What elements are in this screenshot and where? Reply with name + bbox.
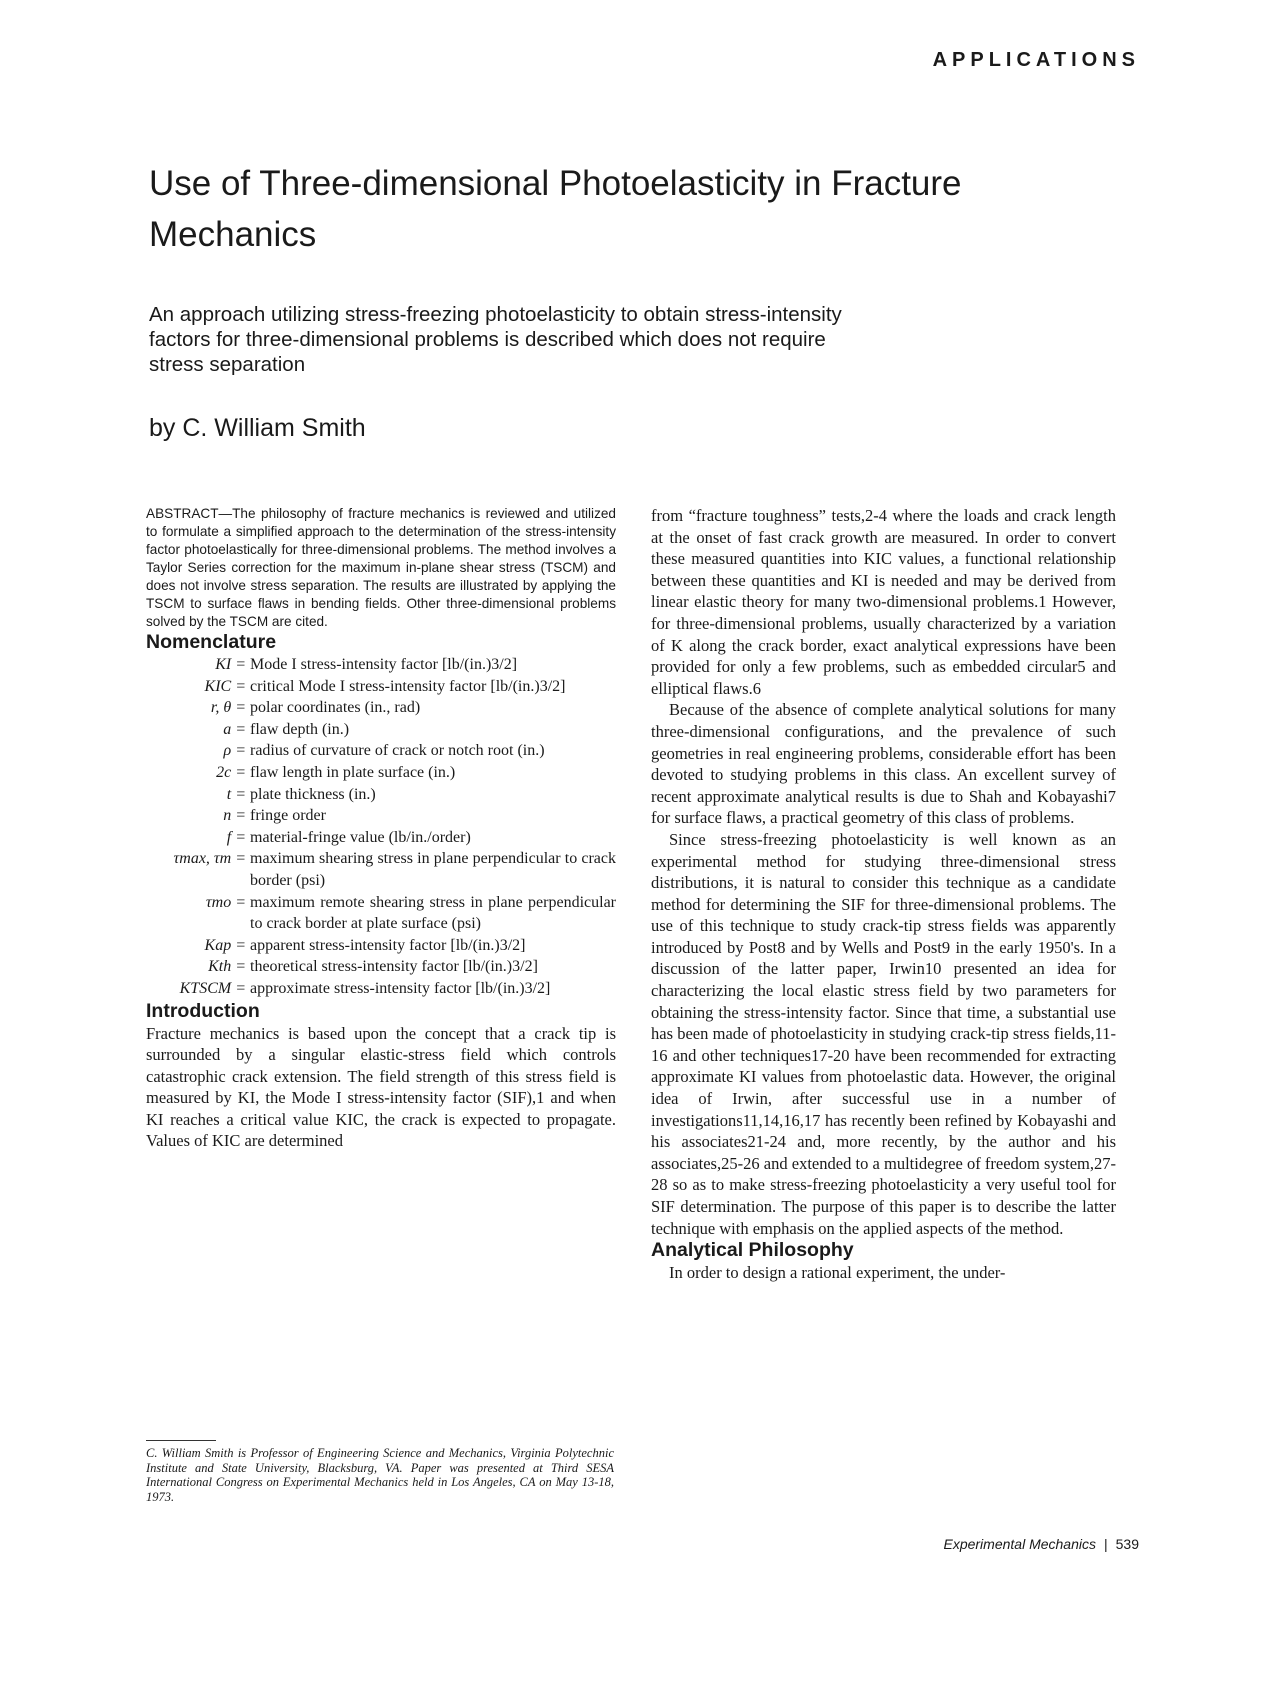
introduction-paragraph: Fracture mechanics is based upon the concept that a crack tip is surrounded by a singular elastic-stress field which controls catastrophic crack extension. The field strength of this stress field is measured by KI, the Mode I stress-intensity factor (SIF),1 and when KI reaches a critical value KIC, the crack is expected to propagate. Values of KIC are determined xyxy=(146,1023,616,1151)
nomenclature-definition: flaw depth (in.) xyxy=(250,720,350,738)
page-number: 539 xyxy=(1115,1536,1139,1552)
abstract: ABSTRACT—The philosophy of fracture mechanics is reviewed and utilized to formulate a simplified approach to the determination of the stress-intensity factor photoelastically for three-dimensional problems. The method involves a Taylor Series correction for the maximum in-plane shear stress (TSCM) and does not involve stress separation. The results are illustrated by applying the TSCM to surface flaws in bending fields. Other three-dimensional problems solved by the TSCM are cited. xyxy=(146,506,616,629)
nomenclature-symbol: r, θ = xyxy=(210,699,246,717)
nomenclature-item xyxy=(146,784,616,806)
nomenclature-item xyxy=(146,935,616,957)
nomenclature-symbol: Kth = xyxy=(208,958,246,976)
article-subtitle: An approach utilizing stress-freezing photoelasticity to obtain stress-intensity factors for three-dimensional problems is described which does not require stress separation xyxy=(149,303,842,376)
nomenclature-symbol: KTSCM = xyxy=(179,979,246,997)
nomenclature-definition: fringe order xyxy=(250,807,326,825)
analytical-philosophy-heading: Analytical Philosophy xyxy=(651,1239,854,1262)
nomenclature-definition: polar coordinates (in., rad) xyxy=(250,699,421,717)
nomenclature-item xyxy=(146,827,616,849)
nomenclature-symbol: n = xyxy=(223,807,246,825)
nomenclature-item xyxy=(146,848,616,891)
footnote-rule xyxy=(146,1440,216,1441)
body-paragraph: In order to design a rational experiment, the under- xyxy=(669,1263,1006,1283)
nomenclature-item xyxy=(146,762,616,784)
nomenclature-item xyxy=(146,956,616,978)
nomenclature-symbol: Kap = xyxy=(204,936,246,954)
author-byline: by C. William Smith xyxy=(149,414,366,442)
nomenclature-symbol: 2c = xyxy=(216,763,246,781)
nomenclature-definition: flaw length in plate surface (in.) xyxy=(250,763,456,781)
nomenclature-item xyxy=(146,978,616,1000)
nomenclature-definition: critical Mode I stress-intensity factor [lb/(in.)3/2] xyxy=(250,677,566,695)
section-label: APPLICATIONS xyxy=(932,49,1140,71)
introduction-heading: Introduction xyxy=(146,999,260,1022)
nomenclature-definition: Mode I stress-intensity factor [lb/(in.)3/2] xyxy=(250,656,518,673)
nomenclature-definition: apparent stress-intensity factor [lb/(in.)3/2] xyxy=(250,936,526,954)
nomenclature-symbol: f = xyxy=(226,828,246,846)
nomenclature-item xyxy=(146,805,616,827)
body-paragraph: Because of the absence of complete analytical solutions for many three-dimensional configurations, and the prevalence of such geometries in real engineering problems, considerable effort has been devoted to studying problems in this class. An excellent survey of recent approximate analytical results is due to Shah and Kobayashi7 for surface flaws, a practical geometry of this class of problems. xyxy=(651,700,1116,828)
nomenclature-definition: radius of curvature of crack or notch root (in.) xyxy=(250,742,545,760)
body-paragraph: Since stress-freezing photoelasticity is well known as an experimental method for studying three-dimensional stress distributions, it is natural to consider this technique as a candidate method for determining the SIF for three-dimensional problems. The use of this technique to study crack-tip stress fields was apparently introduced by Post8 and by Wells and Post9 in the early 1950's. In a discussion of the latter paper, Irwin10 presented an idea for characterizing the local elastic stress field by two parameters for obtaining the stress-intensity factor. Since that time, a substantial use has been made of photoelasticity in studying crack-tip stress fields,11-16 and other techniques17-20 have been recommended for extracting approximate KI values from photoelastic data. However, the original idea of Irwin, after successful use in a number of investigations11,14,16,17 has recently been refined by Kobayashi and his associates21-24 and, more recently, by the author and his associates,25-26 and extended to a multidegree of freedom system,27-28 so as to make stress-freezing photoelasticity a very useful tool for SIF determination. The purpose of this paper is to describe the latter technique with emphasis on the applied aspects of the method. xyxy=(651,829,1116,1238)
nomenclature-list xyxy=(146,654,616,1000)
nomenclature-item xyxy=(146,719,616,741)
footer-separator: | xyxy=(1104,1536,1108,1552)
left-column xyxy=(146,505,616,1152)
nomenclature-definition: approximate stress-intensity factor [lb/(in.)3/2] xyxy=(250,979,551,997)
nomenclature-item xyxy=(146,892,616,935)
body-paragraph: from “fracture toughness” tests,2-4 where the loads and crack length at the onset of fast crack growth are measured. In order to convert these measured quantities into KIC values, a functional relationship between these quantities and KI is needed and may be derived from linear elastic theory for many two-dimensional problems.1 However, for three-dimensional problems, usually characterized by a variation of K along the crack border, exact analytical expressions have been provided for only a few problems, such as embedded circular5 and elliptical flaws.6 xyxy=(651,506,1116,698)
page-footer xyxy=(943,1536,1139,1552)
right-column xyxy=(651,505,1116,1284)
nomenclature-symbol: t = xyxy=(226,785,246,803)
nomenclature-definition: maximum shearing stress in plane perpendicular to crack border (psi) xyxy=(250,850,616,889)
nomenclature-symbol: KIC = xyxy=(204,677,246,695)
nomenclature-symbol: τmo = xyxy=(205,893,246,911)
nomenclature-symbol: ρ = xyxy=(223,742,246,760)
journal-name: Experimental Mechanics xyxy=(943,1536,1096,1552)
article-title: Use of Three-dimensional Photoelasticity in Fracture Mechanics xyxy=(149,164,962,254)
nomenclature-definition: theoretical stress-intensity factor [lb/(in.)3/2] xyxy=(250,958,538,976)
nomenclature-heading: Nomenclature xyxy=(146,631,277,653)
nomenclature-symbol: τmax, τm = xyxy=(173,850,246,868)
nomenclature-item xyxy=(146,654,616,676)
nomenclature-item xyxy=(146,676,616,698)
nomenclature-definition: material-fringe value (lb/in./order) xyxy=(250,828,471,846)
author-footnote: C. William Smith is Professor of Engineering Science and Mechanics, Virginia Polytechnic Institute and State University, Blacksburg, VA. Paper was presented at Third SESA International Congress on Experimental Mechanics held in Los Angeles, CA on May 13-18, 1973. xyxy=(146,1446,614,1504)
nomenclature-item xyxy=(146,697,616,719)
nomenclature-symbol: KI = xyxy=(215,656,246,673)
nomenclature-definition: maximum remote shearing stress in plane perpendicular to crack border at plate surface (psi) xyxy=(250,893,616,933)
nomenclature-definition: plate thickness (in.) xyxy=(250,785,376,803)
nomenclature-symbol: a = xyxy=(223,720,246,738)
nomenclature-item xyxy=(146,740,616,762)
